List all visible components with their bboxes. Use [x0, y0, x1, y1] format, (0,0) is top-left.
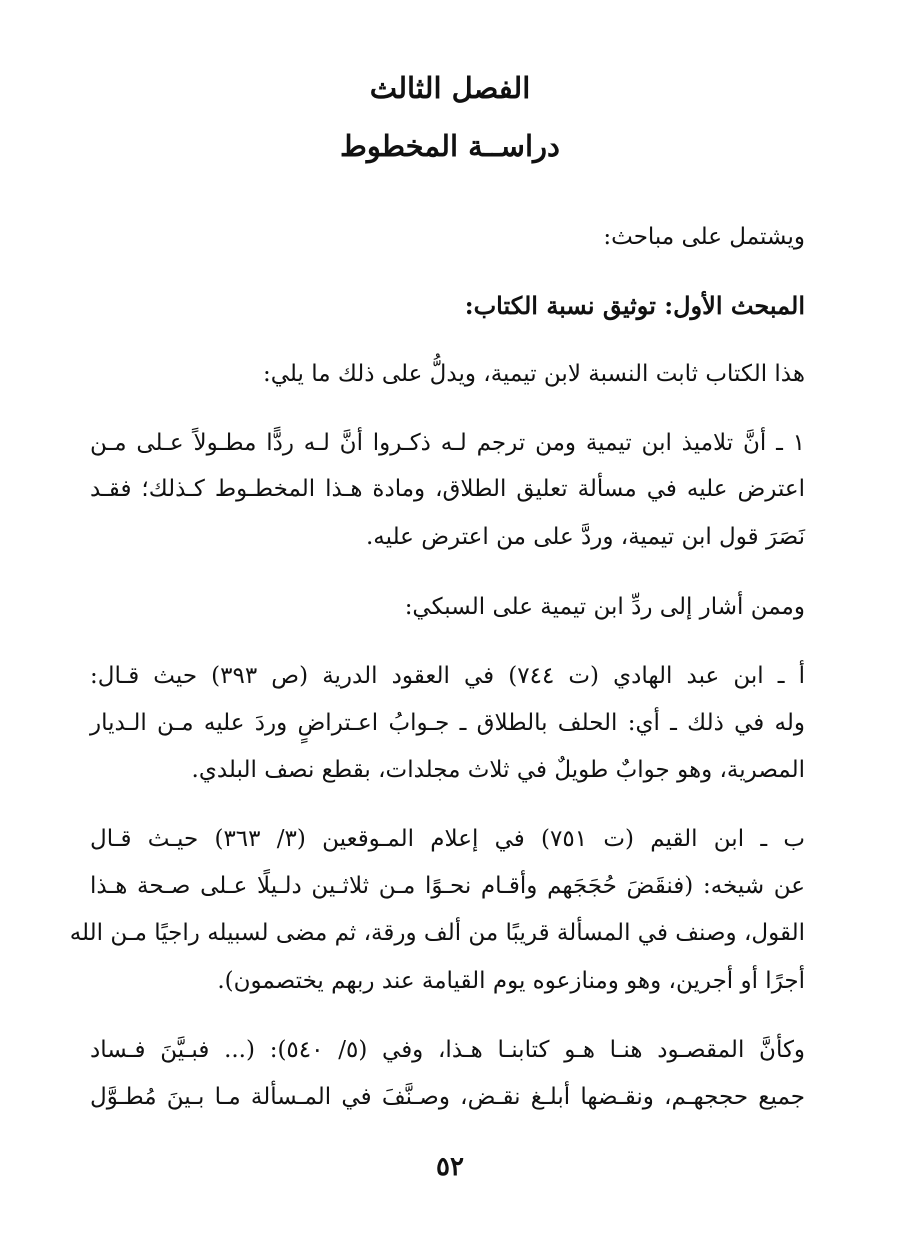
intro-line: ويشتمل على مباحث: — [603, 224, 805, 250]
paragraph-5-line-4: أجرًا أو أجرين، وهو ومنازعوه يوم القيامة عند ربهم يختصمون). — [217, 968, 805, 994]
paragraph-1: هذا الكتاب ثابت النسبة لابن تيمية، ويدلُّ على ذلك ما يلي: — [263, 361, 805, 387]
paragraph-4-line-3: المصرية، وهو جوابٌ طويلٌ في ثلاث مجلدات، بقطع نصف البلدي. — [191, 757, 805, 783]
paragraph-5-line-1: ب ـ ابن القيم (ت ٧٥١) في إعلام المـوقعين (٣/ ٣٦٣) حيـث قـال — [90, 826, 806, 852]
paragraph-2-line-1: ١ ـ أنَّ تلاميذ ابن تيمية ومن ترجم لـه ذكـروا أنَّ لـه ردًّا مطـولاً عـلى مـن — [90, 430, 805, 456]
chapter-title: الفصل الثالث — [369, 71, 531, 105]
paragraph-2-line-3: نَصَرَ قول ابن تيمية، وردَّ على من اعترض عليه. — [365, 524, 805, 550]
paragraph-6-line-2: جميع حججهـم، ونقـضها أبلـغ نقـض، وصـنَّفَ في المـسألة مـا بـينَ مُطـوَّل — [90, 1084, 805, 1110]
chapter-subtitle: دراســة المخطوط — [340, 129, 560, 163]
paragraph-4-line-1: أ ـ ابن عبد الهادي (ت ٧٤٤) في العقود الدرية (ص ٣٩٣) حيث قـال: — [90, 663, 805, 689]
page-number: ٥٢ — [436, 1152, 464, 1182]
section-heading: المبحث الأول: توثيق نسبة الكتاب: — [464, 291, 805, 320]
paragraph-5-line-3: القول، وصنف في المسألة قريبًا من ألف ورقة، ثم مضى لسبيله راجيًا مـن الله — [69, 920, 805, 946]
paragraph-3: وممن أشار إلى ردِّ ابن تيمية على السبكي: — [404, 594, 805, 620]
paragraph-6-line-1: وكأنَّ المقصـود هنـا هـو كتابنـا هـذا، وفي (٥/ ٥٤٠): (... فبـيَّنَ فـساد — [90, 1037, 806, 1063]
paragraph-2-line-2: اعترض عليه في مسألة تعليق الطلاق، ومادة هـذا المخطـوط كـذلك؛ فقـد — [90, 476, 805, 502]
paragraph-4-line-2: وله في ذلك ـ أي: الحلف بالطلاق ـ جـوابُ اعـتراضٍ وردَ عليه مـن الـديار — [90, 710, 806, 736]
paragraph-5-line-2: عن شيخه: (فنقَضَ حُجَجَهم وأقـام نحـوًا مـن ثلاثـين دلـيلًا عـلى صـحة هـذا — [90, 873, 805, 899]
